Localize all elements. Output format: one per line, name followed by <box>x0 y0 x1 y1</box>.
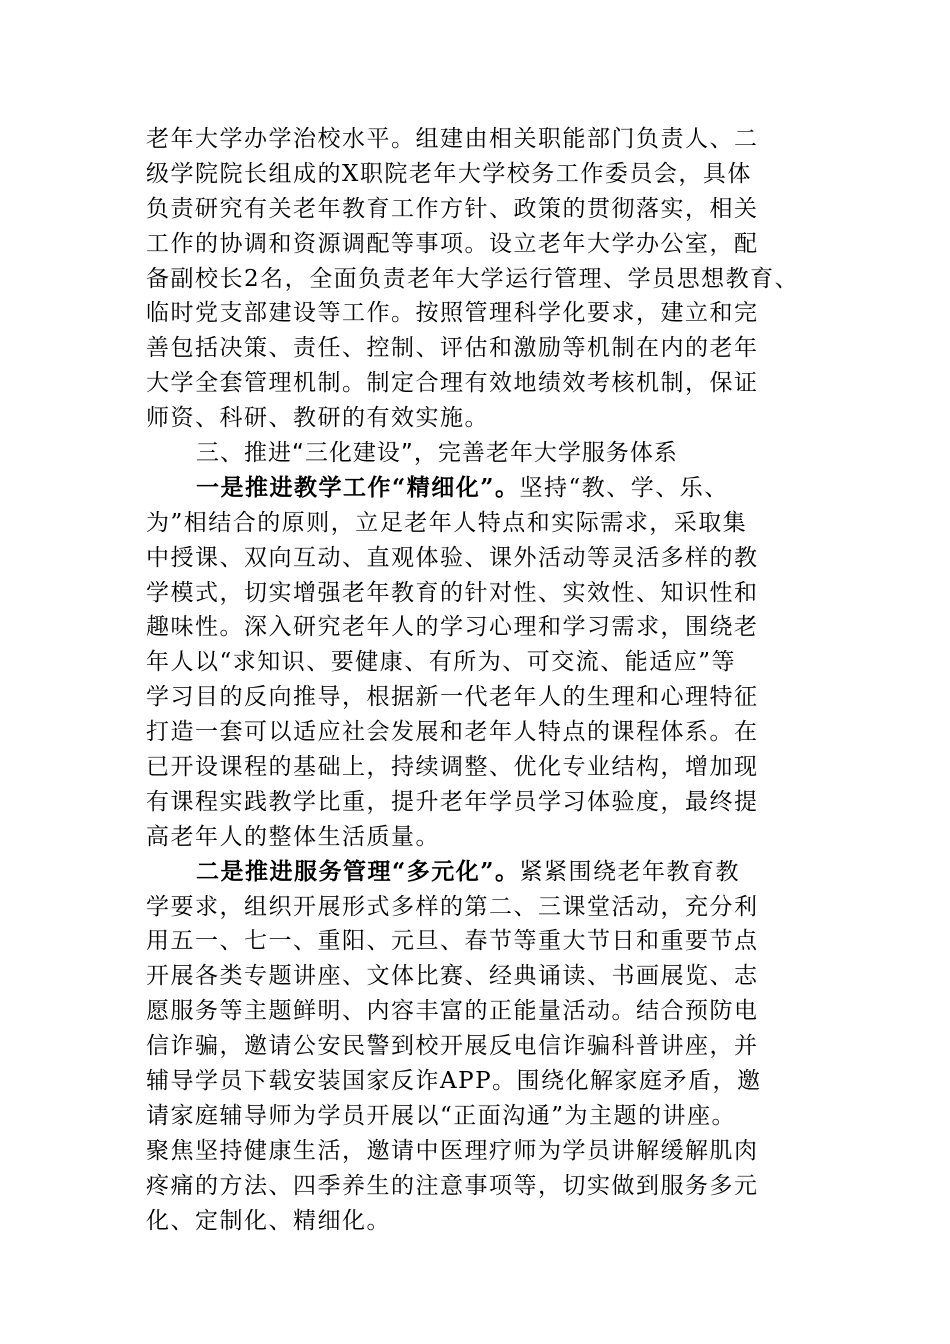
paragraph-lead: 一是推进教学工作“精细化”。 <box>196 473 520 501</box>
text-line: 信诈骗，邀请公安民警到校开展反电信诈骗科普讲座，并 <box>146 1033 759 1060</box>
text-line: 负责研究有关老年教育工作方针、政策的贯彻落实，相关 <box>146 195 759 222</box>
text-line: 备副校长2名，全面负责老年大学运行管理、学员思想教育、 <box>146 265 800 292</box>
paragraph-services <box>146 855 810 1239</box>
text-line: 打造一套可以适应社会发展和老年人特点的课程体系。在 <box>146 719 759 746</box>
text-line: 学模式，切实增强老年教育的针对性、实效性、知识性和 <box>146 579 759 606</box>
text-line <box>146 471 810 506</box>
text-line: 化、定制化、精细化。 <box>146 1207 391 1234</box>
text-line: 级学院院长组成的X职院老年大学校务工作委员会，具体 <box>146 160 752 187</box>
text-line: 用五一、七一、重阳、元旦、春节等重大节日和重要节点 <box>146 928 759 955</box>
text-line: 趣味性。深入研究老年人的学习心理和学习需求，围绕老 <box>146 614 759 641</box>
text-line: 工作的协调和资源调配等事项。设立老年大学办公室，配 <box>146 230 759 257</box>
document-page <box>146 122 810 1239</box>
text-line: 高老年人的整体生活质量。 <box>146 823 440 850</box>
text-line: 已开设课程的基础上，持续调整、优化专业结构，增加现 <box>146 754 759 781</box>
text-line: 学要求，组织开展形式多样的第二、三课堂活动，充分利 <box>146 893 759 920</box>
text-line: 疼痛的方法、四季养生的注意事项等，切实做到服务多元 <box>146 1172 759 1199</box>
text-line: 善包括决策、责任、控制、评估和激励等机制在内的老年 <box>146 335 759 362</box>
text-line: 有课程实践教学比重，提升老年学员学习体验度，最终提 <box>146 788 759 815</box>
text-line: 开展各类专题讲座、文体比赛、经典诵读、书画展览、志 <box>146 963 759 990</box>
text-line: 年人以“求知识、要健康、有所为、可交流、能适应”等 <box>146 649 737 676</box>
paragraph-teaching <box>146 471 810 855</box>
text-line: 老年大学办学治校水平。组建由相关职能部门负责人、二 <box>146 126 759 152</box>
text-line: 辅导学员下载安装国家反诈APP。围绕化解家庭矛盾，邀 <box>146 1068 762 1095</box>
section-heading: 三、推进“三化建设”，完善老年大学服务体系 <box>196 440 678 467</box>
text-line: 中授课、双向互动、直观体验、课外活动等灵活多样的教 <box>146 544 759 571</box>
paragraph-text: 坚持“教、学、乐、 <box>519 474 729 501</box>
text-line: 愿服务等主题鲜明、内容丰富的正能量活动。结合预防电 <box>146 998 759 1025</box>
text-line: 临时党支部建设等工作。按照管理科学化要求，建立和完 <box>146 300 759 327</box>
paragraph-lead: 二是推进服务管理“多元化”。 <box>196 857 520 885</box>
text-line: 师资、科研、教研的有效实施。 <box>146 405 489 432</box>
text-line: 学习目的反向推导，根据新一代老年人的生理和心理特征 <box>146 684 759 711</box>
paragraph-text: 紧紧围绕老年教育教 <box>519 858 740 885</box>
paragraph-governance <box>146 122 810 436</box>
text-line <box>146 855 810 890</box>
text-line: 聚焦坚持健康生活，邀请中医理疗师为学员讲解缓解肌肉 <box>146 1137 759 1164</box>
text-line: 大学全套管理机制。制定合理有效地绩效考核机制，保证 <box>146 370 759 397</box>
text-line: 请家庭辅导师为学员开展以“正面沟通”为主题的讲座。 <box>146 1102 737 1129</box>
text-line: 为”相结合的原则，立足老年人特点和实际需求，采取集 <box>146 509 748 536</box>
